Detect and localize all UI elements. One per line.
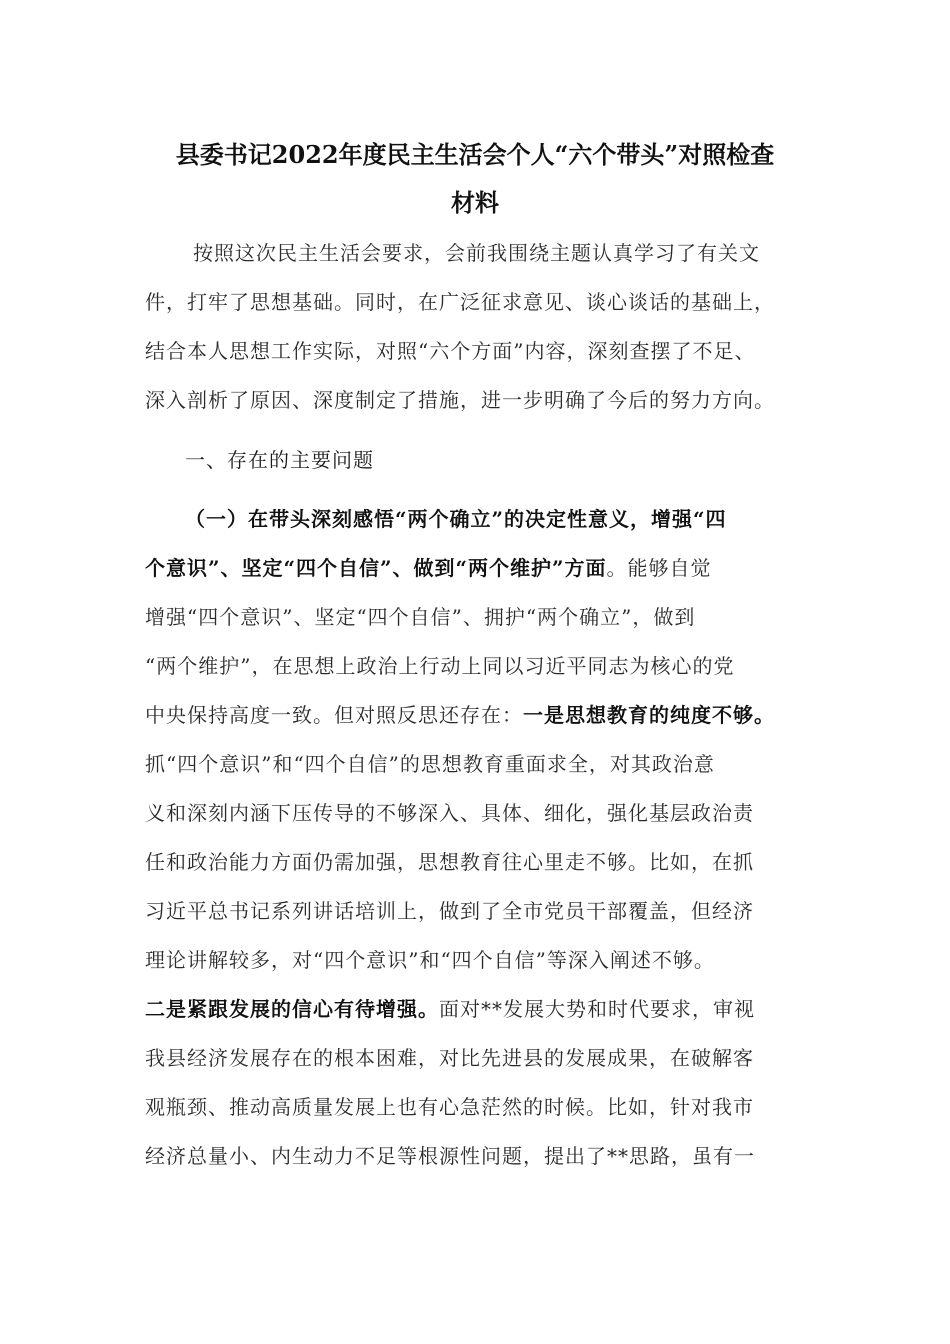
paragraph-line: “两个维护”，在思想上政治上行动上同以习近平同志为核心的党 — [145, 654, 735, 678]
paragraph-line: 经济总量小、内生动力不足等根源性问题，提出了**思路，虽有一 — [145, 1144, 755, 1168]
section-heading: 一、存在的主要问题 — [185, 448, 374, 472]
emphasis-point-text: 二是紧跟发展的信心有待增强。 — [145, 997, 439, 1021]
body-text: 。能够自觉 — [606, 556, 712, 580]
emphasis-point-text: 一是思想教育的纯度不够。 — [523, 703, 775, 727]
paragraph-line: 我县经济发展存在的根本困难，对比先进县的发展成果，在破解客 — [145, 1046, 754, 1070]
paragraph-line: 任和政治能力方面仍需加强，思想教育往心里走不够。比如，在抓 — [145, 850, 754, 874]
intro-paragraph-line: 结合本人思想工作实际，对照“六个方面”内容，深刻查摆了不足、 — [145, 339, 756, 363]
body-text: 中央保持高度一致。但对照反思还存在： — [145, 703, 523, 727]
subsection-heading-text: （一）在带头深刻感悟“两个确立”的决定性意义，增强“四 — [185, 507, 727, 531]
document-title-line-1: 县委书记2022年度民主生活会个人“六个带头”对照检查 — [175, 140, 775, 169]
intro-paragraph-line: 按照这次民主生活会要求，会前我围绕主题认真学习了有关文 — [193, 241, 760, 265]
intro-paragraph-line: 件，打牢了思想基础。同时，在广泛征求意见、谈心谈话的基础上， — [145, 290, 775, 314]
paragraph-line: 抓“四个意识”和“四个自信”的思想教育重面求全，对其政治意 — [145, 752, 715, 776]
document-title-line-2: 材料 — [451, 188, 499, 217]
subsection-heading-line — [185, 504, 727, 534]
paragraph-line: 观瓶颈、推动高质量发展上也有心急茫然的时候。比如，针对我市 — [145, 1095, 754, 1119]
intro-paragraph-line: 深入剖析了原因、深度制定了措施，进一步明确了今后的努力方向。 — [145, 388, 775, 412]
paragraph-line — [145, 553, 712, 583]
paragraph-line — [145, 994, 755, 1024]
paragraph-line: 理论讲解较多，对“四个意识”和“四个自信”等深入阐述不够。 — [145, 948, 715, 972]
subsection-heading-text: 个意识”、坚定“四个自信”、做到“两个维护”方面 — [145, 556, 607, 580]
paragraph-line: 义和深刻内涵下压传导的不够深入、具体、细化，强化基层政治责 — [145, 801, 754, 825]
paragraph-line: 增强“四个意识”、坚定“四个自信”、拥护“两个确立”，做到 — [145, 605, 696, 629]
paragraph-line: 习近平总书记系列讲话培训上，做到了全市党员干部覆盖，但经济 — [145, 899, 754, 923]
body-text: 面对**发展大势和时代要求，审视 — [439, 997, 755, 1021]
paragraph-line — [145, 700, 775, 730]
